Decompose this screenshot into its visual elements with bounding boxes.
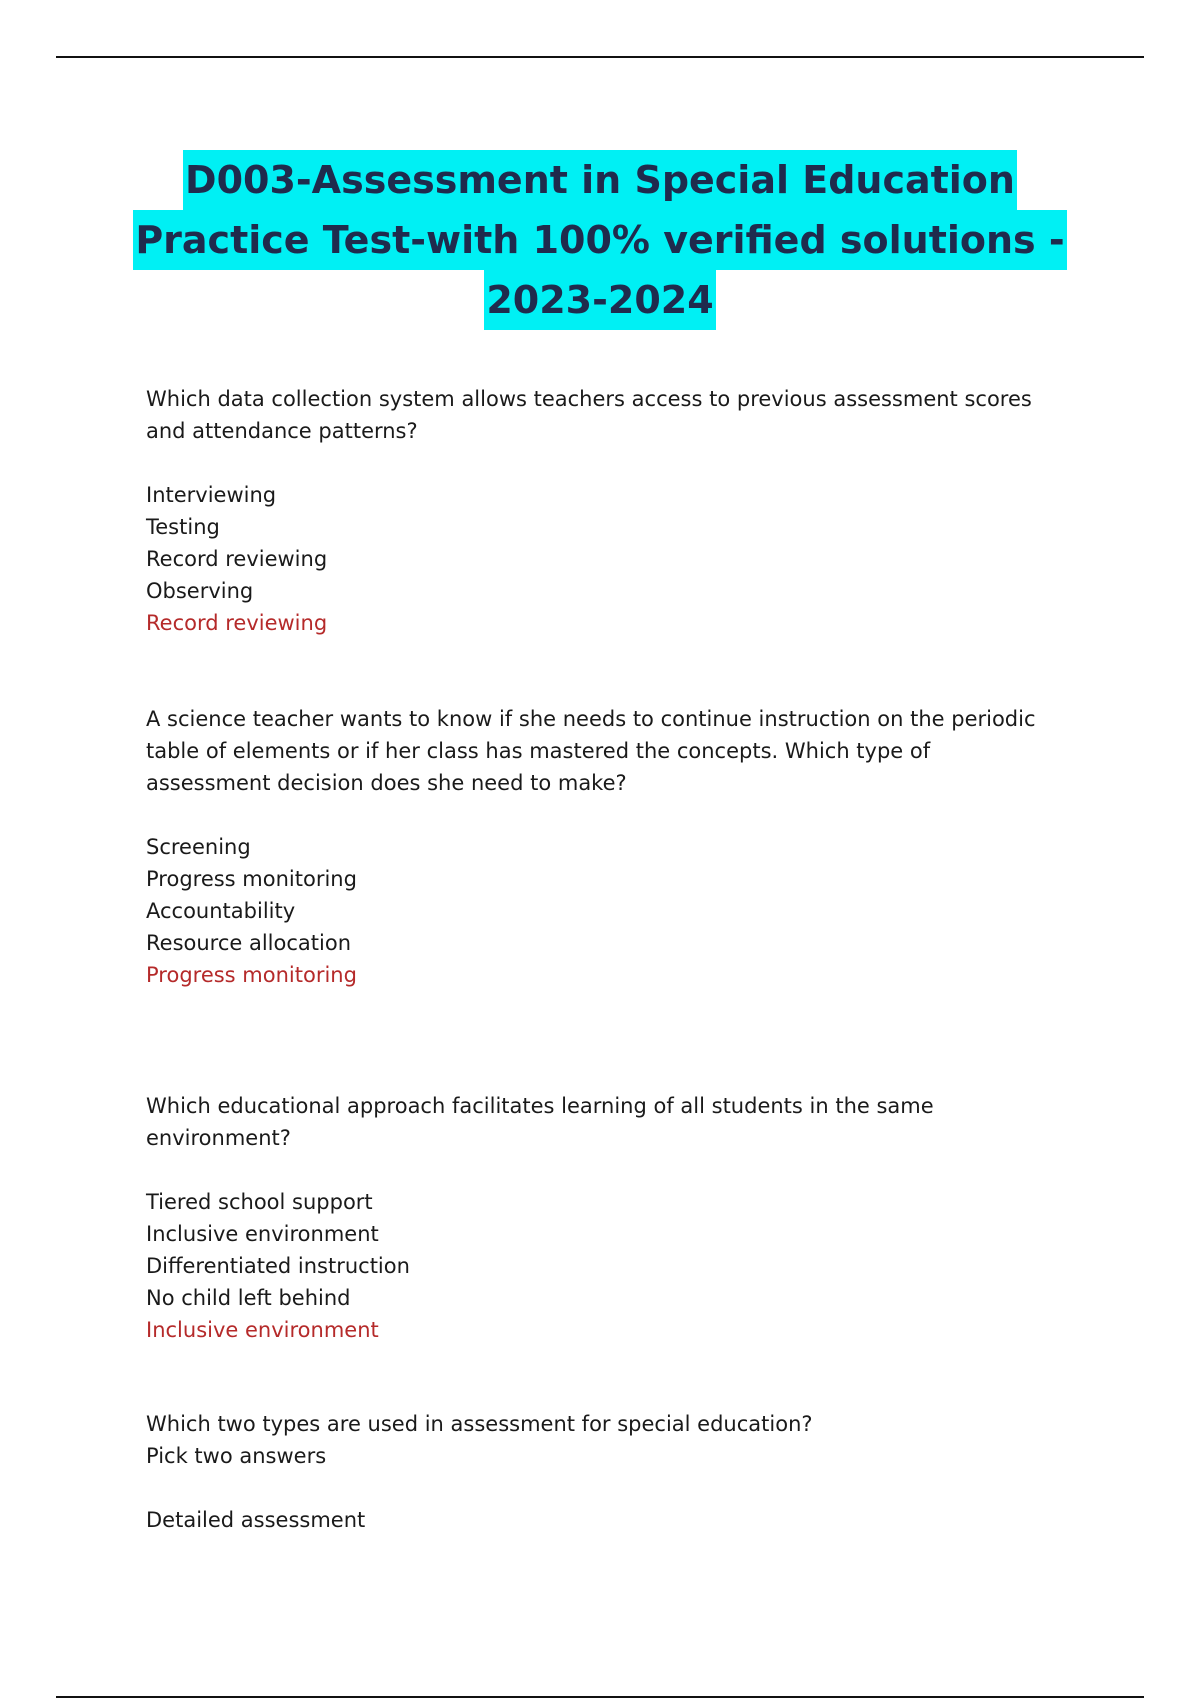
question-block <box>146 703 1036 991</box>
option-list <box>146 1504 813 1536</box>
title-line: 2023-2024 <box>484 270 715 330</box>
option-item: Accountability <box>146 899 296 923</box>
option-item: Record reviewing <box>146 547 328 571</box>
question-line: Which data collection system allows teachers access to previous assessment scores <box>146 387 1032 411</box>
question-line: Which educational approach facilitates learning of all students in the same <box>146 1094 934 1118</box>
option-item: Resource allocation <box>146 931 352 955</box>
title-line: Practice Test-with 100% verified solutions - <box>133 210 1066 270</box>
option-item: Observing <box>146 579 254 603</box>
option-item: Detailed assessment <box>146 1508 366 1532</box>
option-list <box>146 1186 934 1314</box>
option-item: Progress monitoring <box>146 867 357 891</box>
option-list <box>146 831 1036 959</box>
option-item: Screening <box>146 835 251 859</box>
footer-rule <box>56 1696 1144 1698</box>
question-line: environment? <box>146 1126 291 1150</box>
question-line: table of elements or if her class has mastered the concepts. Which type of <box>146 739 931 763</box>
question-block <box>146 1408 813 1536</box>
question-text <box>146 703 1036 799</box>
correct-answer: Progress monitoring <box>146 963 357 987</box>
option-item: Interviewing <box>146 483 277 507</box>
question-block <box>146 1090 934 1346</box>
option-item: Tiered school support <box>146 1190 373 1214</box>
correct-answer: Record reviewing <box>146 611 328 635</box>
option-list <box>146 479 1032 607</box>
option-item: No child left behind <box>146 1286 351 1310</box>
question-block <box>146 383 1032 639</box>
header-rule <box>56 56 1144 58</box>
question-line: Pick two answers <box>146 1444 327 1468</box>
question-text <box>146 1408 813 1472</box>
question-line: and attendance patterns? <box>146 419 418 443</box>
question-text <box>146 383 1032 447</box>
document-title <box>100 150 1100 330</box>
correct-answer: Inclusive environment <box>146 1318 379 1342</box>
question-text <box>146 1090 934 1154</box>
title-line: D003-Assessment in Special Education <box>183 150 1017 210</box>
option-item: Differentiated instruction <box>146 1254 410 1278</box>
question-line: Which two types are used in assessment for special education? <box>146 1412 813 1436</box>
question-line: A science teacher wants to know if she needs to continue instruction on the periodic <box>146 707 1036 731</box>
option-item: Testing <box>146 515 220 539</box>
option-item: Inclusive environment <box>146 1222 379 1246</box>
question-line: assessment decision does she need to make? <box>146 771 627 795</box>
